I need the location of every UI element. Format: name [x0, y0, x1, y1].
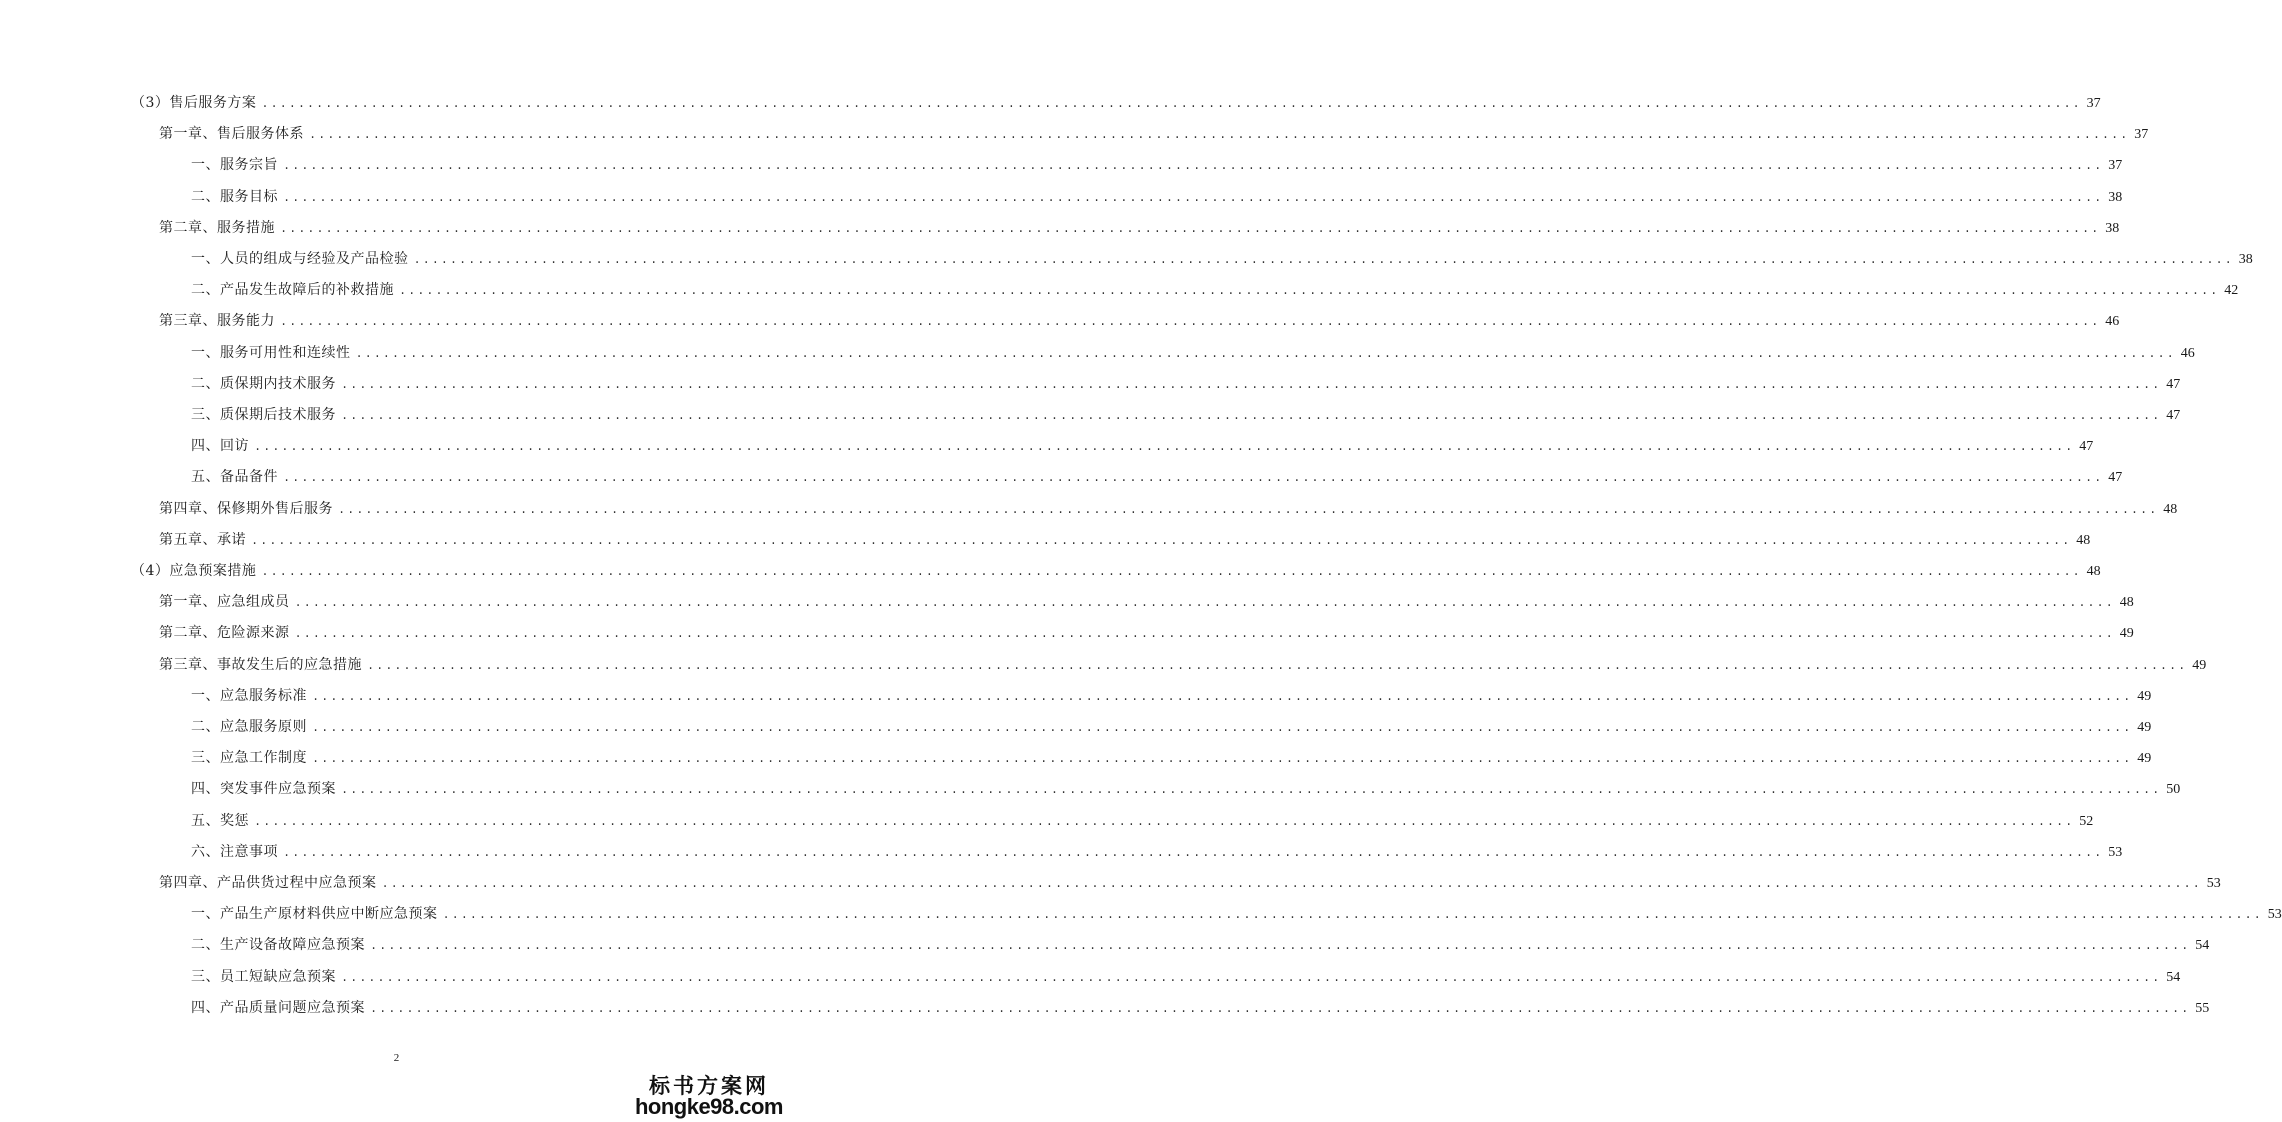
toc-dot-leader: ........................................................................................................................................................................................................ [283, 191, 2104, 205]
toc-entry[interactable] [159, 497, 2178, 521]
toc-entry-page: 49 [2119, 626, 2134, 641]
toc-entry-title: 五、奖惩 [191, 813, 249, 829]
toc-entry-title: 第四章、保修期外售后服务 [159, 501, 333, 517]
toc-entry-title: 第一章、应急组成员 [159, 594, 290, 610]
toc-entry[interactable] [191, 341, 2195, 365]
toc-dot-leader: ........................................................................................................................................................................................................ [283, 471, 2104, 485]
toc-entry[interactable] [159, 590, 2134, 614]
toc-entry[interactable] [191, 933, 2210, 957]
toc-entry[interactable] [191, 840, 2123, 864]
toc-entry-page: 47 [2166, 408, 2181, 423]
toc-entry-page: 49 [2137, 720, 2152, 735]
toc-entry[interactable] [191, 247, 2253, 271]
toc-dot-leader: ........................................................................................................................................................................................................ [338, 503, 2159, 517]
toc-dot-leader: ........................................................................................................................................................................................................ [294, 627, 2115, 641]
toc-entry[interactable] [191, 809, 2094, 833]
toc-entry-page: 38 [2105, 221, 2120, 236]
toc-entry-page: 49 [2192, 658, 2207, 673]
toc-entry-page: 49 [2137, 689, 2152, 704]
toc-entry[interactable] [191, 372, 2181, 396]
toc-entry-title: 第一章、售后服务体系 [159, 126, 304, 142]
toc-dot-leader: ........................................................................................................................................................................................................ [312, 690, 2133, 704]
toc-entry[interactable] [159, 871, 2221, 895]
toc-entry[interactable] [159, 528, 2091, 552]
toc-entry[interactable] [191, 715, 2152, 739]
toc-entry-title: 第二章、危险源来源 [159, 625, 290, 641]
toc-entry[interactable] [159, 216, 2120, 240]
toc-entry[interactable] [131, 559, 2101, 583]
toc-dot-leader: ........................................................................................................................................................................................................ [251, 534, 2072, 548]
toc-entry-title: 四、回访 [191, 438, 249, 454]
toc-entry-page: 46 [2180, 346, 2195, 361]
toc-entry-page: 54 [2166, 970, 2181, 985]
toc-entry-title: 四、突发事件应急预案 [191, 781, 336, 797]
toc-entry[interactable] [159, 122, 2149, 146]
toc-entry-page: 38 [2238, 252, 2253, 267]
toc-entry[interactable] [191, 746, 2152, 770]
toc-entry-title: 一、服务可用性和连续性 [191, 345, 351, 361]
toc-entry-page: 38 [2108, 190, 2123, 205]
toc-dot-leader: ........................................................................................................................................................................................................ [254, 440, 2075, 454]
toc-dot-leader: ........................................................................................................................................................................................................ [283, 846, 2104, 860]
toc-entry-title: 二、产品发生故障后的补救措施 [191, 282, 394, 298]
toc-dot-leader: ........................................................................................................................................................................................................ [442, 908, 2263, 922]
toc-dot-leader: ........................................................................................................................................................................................................ [341, 971, 2162, 985]
toc-entry[interactable] [191, 902, 2282, 926]
toc-entry-title: 四、产品质量问题应急预案 [191, 1000, 365, 1016]
toc-entry-page: 46 [2105, 314, 2120, 329]
toc-entry-title: 一、应急服务标准 [191, 688, 307, 704]
toc-dot-leader: ........................................................................................................................................................................................................ [367, 659, 2188, 673]
toc-entry-page: 47 [2166, 377, 2181, 392]
toc-entry-page: 49 [2137, 751, 2152, 766]
toc-dot-leader: ........................................................................................................................................................................................................ [254, 815, 2075, 829]
toc-entry[interactable] [191, 777, 2181, 801]
toc-dot-leader: ........................................................................................................................................................................................................ [309, 128, 2130, 142]
toc-entry[interactable] [191, 996, 2210, 1020]
toc-entry[interactable] [159, 621, 2134, 645]
watermark-url: hongke98.com [634, 1094, 783, 1119]
toc-entry-title: 第二章、服务措施 [159, 220, 275, 236]
toc-entry[interactable] [191, 465, 2123, 489]
toc-entry-page: 37 [2108, 158, 2123, 173]
watermark-cn: 标书方案网 [649, 1074, 769, 1098]
toc-entry-page: 37 [2086, 96, 2101, 111]
toc-entry[interactable] [191, 403, 2181, 427]
toc-entry[interactable] [191, 185, 2123, 209]
toc-dot-leader: ........................................................................................................................................................................................................ [261, 565, 2082, 579]
toc-entry[interactable] [191, 278, 2239, 302]
toc-entry[interactable] [131, 91, 2101, 115]
toc-dot-leader: ........................................................................................................................................................................................................ [370, 939, 2191, 953]
toc-entry-page: 47 [2108, 470, 2123, 485]
toc-dot-leader: ........................................................................................................................................................................................................ [341, 409, 2162, 423]
toc-entry-title: 一、服务宗旨 [191, 157, 278, 173]
toc-dot-leader: ........................................................................................................................................................................................................ [280, 222, 2101, 236]
toc-entry-page: 50 [2166, 782, 2181, 797]
toc-entry-page: 48 [2086, 564, 2101, 579]
toc-dot-leader: ........................................................................................................................................................................................................ [341, 783, 2162, 797]
toc-entry-title: 二、服务目标 [191, 189, 278, 205]
toc-entry-title: 三、员工短缺应急预案 [191, 969, 336, 985]
toc-entry-page: 48 [2119, 595, 2134, 610]
toc-entry-page: 52 [2079, 814, 2094, 829]
toc-entry-page: 48 [2163, 502, 2178, 517]
toc-entry-title: 五、备品备件 [191, 469, 278, 485]
toc-dot-leader: ........................................................................................................................................................................................................ [294, 596, 2115, 610]
toc-dot-leader: ........................................................................................................................................................................................................ [283, 159, 2104, 173]
toc-entry[interactable] [191, 965, 2181, 989]
toc-entry-page: 55 [2195, 1001, 2210, 1016]
toc-dot-leader: ........................................................................................................................................................................................................ [312, 721, 2133, 735]
toc-entry-title: 第四章、产品供货过程中应急预案 [159, 875, 377, 891]
toc-entry-title: 三、应急工作制度 [191, 750, 307, 766]
toc-dot-leader: ........................................................................................................................................................................................................ [413, 253, 2234, 267]
toc-entry-page: 42 [2224, 283, 2239, 298]
toc-entry-title: 六、注意事项 [191, 844, 278, 860]
page-number: 2 [393, 1052, 400, 1064]
toc-entry[interactable] [159, 309, 2120, 333]
toc-entry-title: 一、人员的组成与经验及产品检验 [191, 251, 409, 267]
toc-entry-page: 47 [2079, 439, 2094, 454]
toc-entry-title: 三、质保期后技术服务 [191, 407, 336, 423]
toc-entry-page: 53 [2108, 845, 2123, 860]
toc-dot-leader: ........................................................................................................................................................................................................ [312, 752, 2133, 766]
toc-entry-title: 二、应急服务原则 [191, 719, 307, 735]
toc-dot-leader: ........................................................................................................................................................................................................ [341, 378, 2162, 392]
toc-entry-title: 一、产品生产原材料供应中断应急预案 [191, 906, 438, 922]
toc-entry-page: 48 [2076, 533, 2091, 548]
toc-entry-page: 37 [2134, 127, 2149, 142]
toc-entry-page: 53 [2206, 876, 2221, 891]
toc-entry-page: 54 [2195, 938, 2210, 953]
toc-entry-title: 第五章、承诺 [159, 532, 246, 548]
toc-entry-title: 第三章、事故发生后的应急措施 [159, 657, 362, 673]
toc-entry[interactable] [191, 153, 2123, 177]
toc-dot-leader: ........................................................................................................................................................................................................ [381, 877, 2202, 891]
toc-entry-title: 二、质保期内技术服务 [191, 376, 336, 392]
watermark [628, 1070, 793, 1122]
toc-entry[interactable] [191, 684, 2152, 708]
toc-dot-leader: ........................................................................................................................................................................................................ [370, 1002, 2191, 1016]
toc-dot-leader: ........................................................................................................................................................................................................ [280, 315, 2101, 329]
toc-entry-title: 第三章、服务能力 [159, 313, 275, 329]
toc-entry-title: （3）售后服务方案 [131, 95, 257, 111]
toc-entry[interactable] [159, 653, 2207, 677]
toc-dot-leader: ........................................................................................................................................................................................................ [355, 347, 2176, 361]
toc-entry-title: 二、生产设备故障应急预案 [191, 937, 365, 953]
toc-entry-title: （4）应急预案措施 [131, 563, 257, 579]
toc-entry-page: 53 [2267, 907, 2282, 922]
toc-entry[interactable] [191, 434, 2094, 458]
toc-dot-leader: ........................................................................................................................................................................................................ [261, 97, 2082, 111]
toc-dot-leader: ........................................................................................................................................................................................................ [399, 284, 2220, 298]
